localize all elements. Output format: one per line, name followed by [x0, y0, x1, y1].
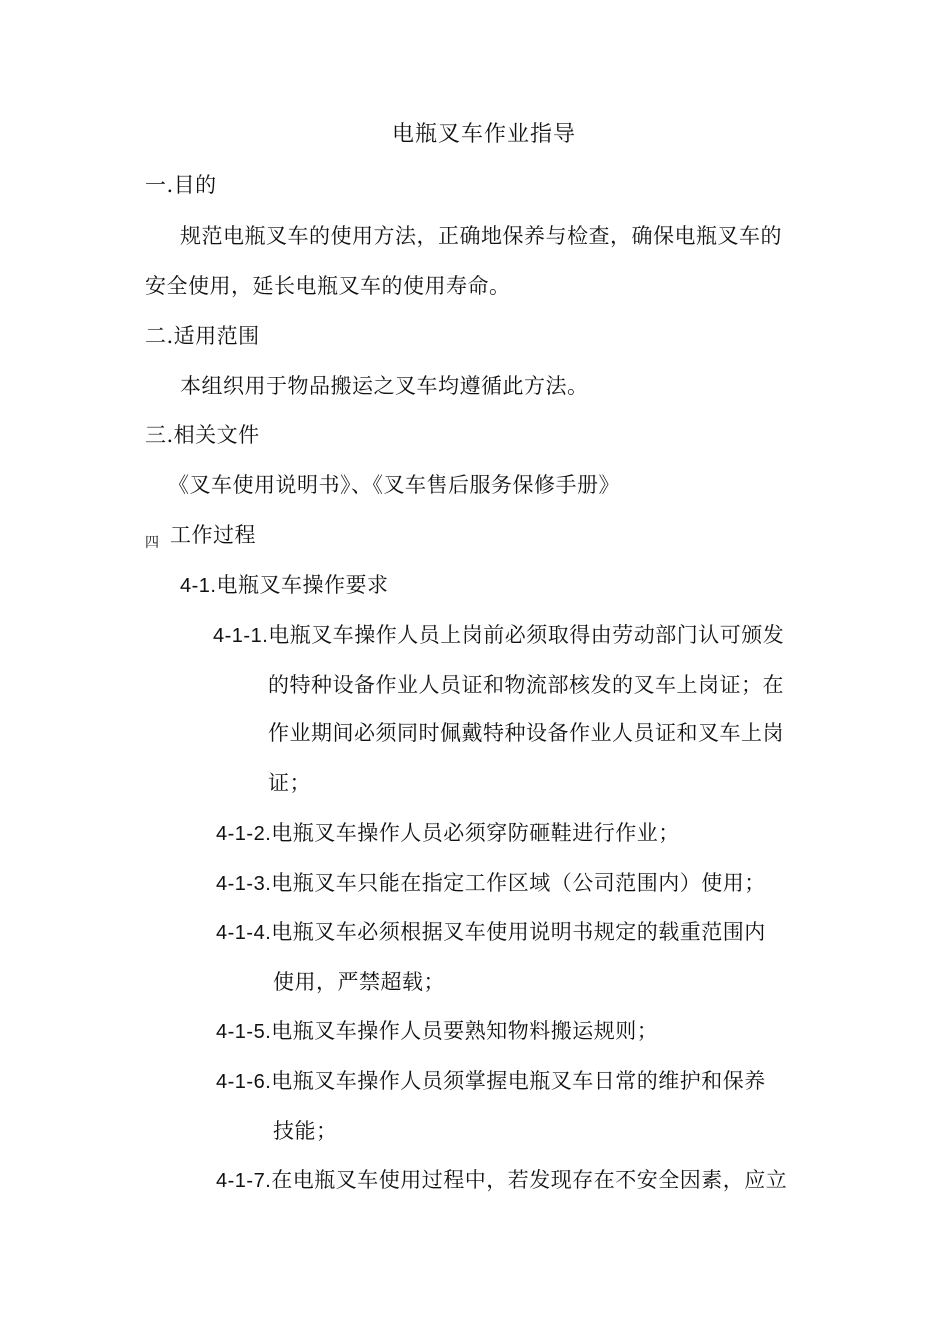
- list-item-4-1-6-line-2: 技能；: [273, 1119, 338, 1143]
- list-item-number: 4-1-7.: [216, 1170, 272, 1192]
- list-item-text: 电瓶叉车必须根据叉车使用说明书规定的载重范围内: [271, 920, 766, 944]
- list-item-number: 4-1-4.: [216, 922, 272, 944]
- list-item-4-1-4-line-2: 使用，严禁超载；: [273, 970, 445, 994]
- subsection-4-1-text: 电瓶叉车操作要求: [216, 573, 389, 597]
- related-documents-paragraph: 《叉车使用说明书》、《叉车售后服务保修手册》: [168, 473, 620, 497]
- list-item-text: 电瓶叉车只能在指定工作区域（公司范围内）使用；: [271, 871, 766, 895]
- list-item-text: 电瓶叉车操作人员上岗前必须取得由劳动部门认可颁发: [268, 623, 785, 647]
- section-heading-purpose: 一.目的: [145, 173, 217, 197]
- list-item-4-1-4: [216, 918, 766, 947]
- list-item-number: 4-1-5.: [216, 1021, 272, 1043]
- list-item-text: 电瓶叉车操作人员要熟知物料搬运规则；: [271, 1019, 659, 1043]
- list-item-4-1-7: [216, 1166, 787, 1195]
- list-item-number: 4-1-1.: [213, 625, 269, 647]
- list-item-4-1-1-line-2: 的特种设备作业人员证和物流部核发的叉车上岗证；在: [268, 673, 784, 697]
- list-item-4-1-3: [216, 869, 766, 898]
- list-item-4-1-2: [216, 819, 680, 848]
- list-item-number: 4-1-6.: [216, 1071, 272, 1093]
- list-item-number: 4-1-3.: [216, 873, 272, 895]
- purpose-paragraph-line-1: 规范电瓶叉车的使用方法，正确地保养与检查，确保电瓶叉车的: [180, 224, 782, 248]
- list-item-4-1-1-line-4: 证；: [268, 771, 311, 795]
- document-title: 电瓶叉车作业指导: [392, 122, 577, 147]
- list-item-text: 电瓶叉车操作人员须掌握电瓶叉车日常的维护和保养: [271, 1069, 766, 1093]
- list-item-number: 4-1-2.: [216, 823, 272, 845]
- list-item-4-1-1-line-3: 作业期间必须同时佩戴特种设备作业人员证和叉车上岗: [268, 721, 784, 745]
- list-item-text: 在电瓶叉车使用过程中，若发现存在不安全因素，应立: [271, 1168, 788, 1192]
- list-item-text: 电瓶叉车操作人员必须穿防砸鞋进行作业；: [271, 821, 680, 845]
- section-heading-scope: 二.适用范围: [145, 324, 260, 348]
- section-heading-work-process: 工作过程: [170, 523, 256, 547]
- list-item-4-1-5: [216, 1017, 658, 1046]
- list-item-4-1-6: [216, 1067, 766, 1096]
- purpose-paragraph-line-2: 安全使用，延长电瓶叉车的使用寿命。: [145, 274, 511, 298]
- section-heading-work-process-mark: 四: [145, 535, 159, 551]
- scope-paragraph: 本组织用于物品搬运之叉车均遵循此方法。: [180, 374, 589, 398]
- subsection-4-1: [180, 571, 388, 600]
- subsection-4-1-number: 4-1.: [180, 575, 217, 597]
- section-heading-related-documents: 三.相关文件: [145, 423, 260, 447]
- list-item-4-1-1: [213, 621, 784, 650]
